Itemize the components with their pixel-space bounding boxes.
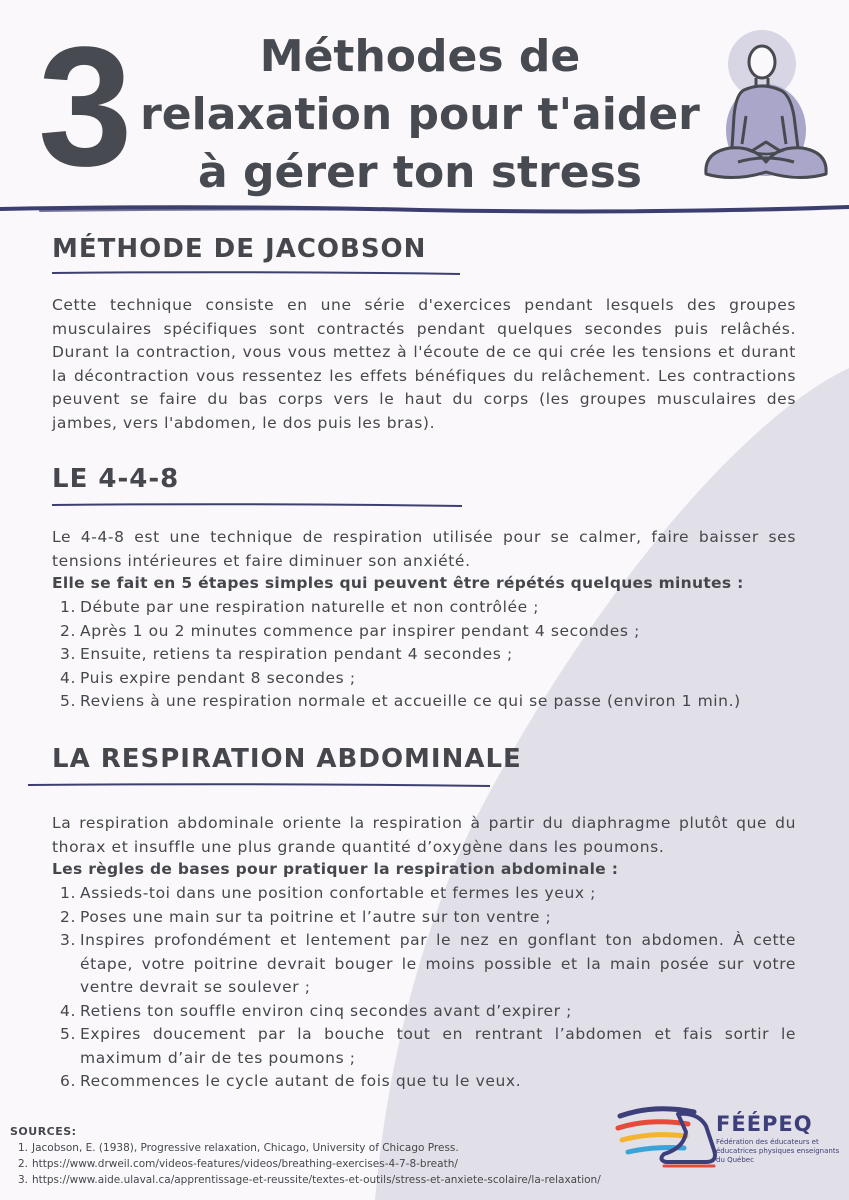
section-divider — [52, 502, 462, 508]
source-item: 2. https://www.drweil.com/videos-features/videos/breathing-exercises-4-7-8-breath/ — [18, 1158, 458, 1170]
list-item: 4. Puis expire pendant 8 secondes ; — [60, 668, 356, 687]
abdominal-bold-intro: Les règles de bases pour pratiquer la respiration abdominale : — [52, 860, 619, 878]
sources-list — [10, 1140, 630, 1188]
list-item: 4. Retiens ton souffle environ cinq secondes avant d’expirer ; — [60, 1001, 572, 1020]
breath448-steps — [52, 596, 796, 714]
title-line-1: Méthodes de — [259, 31, 581, 82]
section-title-448: LE 4-4-8 — [52, 464, 180, 494]
abdominal-steps — [52, 882, 796, 1094]
sources-title: SOURCES: — [10, 1125, 77, 1138]
list-item: 2. Poses une main sur ta poitrine et l’autre sur ton ventre ; — [60, 907, 552, 926]
big-number: 3 — [38, 12, 129, 202]
title-line-2: relaxation pour t'aider — [140, 89, 700, 140]
breath448-paragraph: Le 4-4-8 est une technique de respiration utilisée pour se calmer, faire baisser ses tensions intérieures et faire diminuer son anxiété. — [52, 528, 796, 570]
list-item: 5. Expires doucement par la bouche tout en rentrant l’abdomen et fais sortir le maximum d’air de tes poumons ; — [60, 1025, 796, 1067]
source-item: 1. Jacobson, E. (1938), Progressive relaxation, Chicago, University of Chicago Press. — [18, 1142, 459, 1154]
list-item: 6. Recommences le cycle autant de fois que tu le veux. — [60, 1072, 522, 1090]
list-item: 1. Débute par une respiration naturelle et non contrôlée ; — [60, 598, 540, 616]
sources — [10, 1124, 630, 1188]
list-item: 3. Inspires profondément et lentement par le nez en gonflant ton abdomen. À cette étape, votre poitrine devrait bouger le moins possible et la main posée sur votre ventre devrait se soulever ; — [60, 931, 796, 996]
title-line-3: à gérer ton stress — [198, 147, 642, 198]
section-divider — [28, 782, 490, 788]
list-item: 3. Ensuite, retiens ta respiration pendant 4 secondes ; — [60, 645, 513, 663]
section-divider — [52, 270, 460, 276]
section-title-jacobson: MÉTHODE DE JACOBSON — [52, 234, 427, 264]
list-item: 2. Après 1 ou 2 minutes commence par inspirer pendant 4 secondes ; — [60, 621, 640, 640]
source-item: 3. https://www.aide.ulaval.ca/apprentissage-et-reussite/textes-et-outils/stress-et-anxiete-scolaire/la-relaxation/ — [18, 1174, 601, 1186]
abdominal-paragraph: La respiration abdominale oriente la respiration à partir du diaphragme plutôt que du thorax et insuffle une plus grande quantité d’oxygène dans les poumons. — [52, 814, 796, 856]
running-shoe-logo-icon — [614, 1102, 726, 1172]
logo-subtitle: Fédération des éducateurs et éducatrices physiques enseignants du Québec — [716, 1138, 840, 1164]
list-item: 1. Assieds-toi dans une position confortable et fermes les yeux ; — [60, 884, 596, 902]
breath448-bold-intro: Elle se fait en 5 étapes simples qui peuvent être répétés quelques minutes : — [52, 574, 744, 592]
list-item: 5. Reviens à une respiration normale et accueille ce qui se passe (environ 1 min.) — [60, 692, 741, 710]
jacobson-paragraph: Cette technique consiste en une série d'exercices pendant lesquels des groupes musculaires spécifiques sont contractés pendant quelques secondes puis relâchés. Durant la contraction, vous vous mettez à l'écoute de ce qui crée les tensions et durant la décontraction vous ressentez les effets bénéfiques du relâchement. Les contractions peuvent se faire du bas corps vers le haut du corps (les groupes musculaires des jambes, vers l'abdomen, le dos puis les bras). — [52, 296, 796, 432]
logo-name: FÉÉPEQ — [716, 1112, 813, 1136]
section-title-abdominal: LA RESPIRATION ABDOMINALE — [52, 744, 522, 774]
